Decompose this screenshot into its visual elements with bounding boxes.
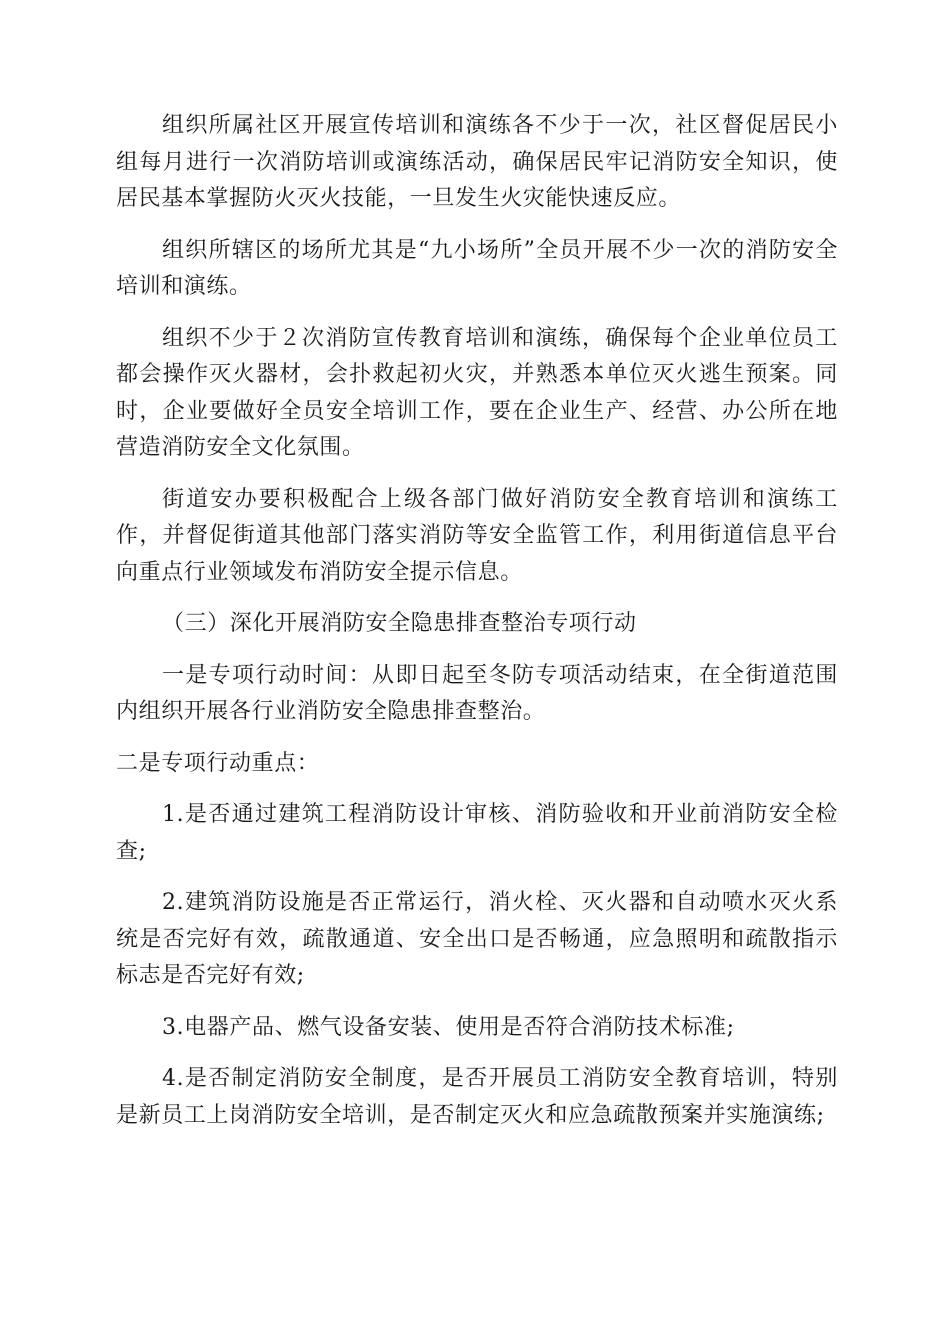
document-body: [116, 108, 838, 1149]
paragraph-action-focus-heading: 二是专项行动重点：: [116, 750, 320, 776]
list-item-1: 1.是否通过建筑工程消防设计审核、消防验收和开业前消防安全检查;: [116, 802, 838, 864]
paragraph-street-safety-office: 街道安办要积极配合上级各部门做好消防安全教育培训和演练工作，并督促街道其他部门落实消防等安全监管工作，利用街道信息平台向重点行业领域发布消防安全提示信息。: [116, 486, 838, 585]
paragraph-enterprise-training: 组织不少于２次消防宣传教育培训和演练，确保每个企业单位员工都会操作灭火器材，会扑救起初火灾，并熟悉本单位灭火逃生预案。同时，企业要做好全员安全培训工作，要在企业生产、经营、办公所在地营造消防安全文化氛围。: [116, 325, 838, 460]
paragraph-nine-small-venues: 组织所辖区的场所尤其是“九小场所”全员开展不少一次的消防安全培训和演练。: [116, 237, 838, 299]
list-item-2: 2.建筑消防设施是否正常运行，消火栓、灭火器和自动喷水灭火系统是否完好有效，疏散通道、安全出口是否畅通，应急照明和疏散指示标志是否完好有效;: [116, 890, 838, 988]
paragraph-action-period: 一是专项行动时间：从即日起至冬防专项活动结束，在全街道范围内组织开展各行业消防安全隐患排查整治。: [116, 662, 838, 724]
list-item-4: 4.是否制定消防安全制度，是否开展员工消防安全教育培训，特别是新员工上岗消防安全培训，是否制定灭火和应急疏散预案并实施演练;: [116, 1066, 838, 1128]
list-item-3: 3.电器产品、燃气设备安装、使用是否符合消防技术标准;: [162, 1014, 735, 1040]
section-heading-hazard-inspection: （三）深化开展消防安全隐患排查整治专项行动: [162, 611, 637, 636]
paragraph-community-training: 组织所属社区开展宣传培训和演练各不少于一次，社区督促居民小组每月进行一次消防培训或演练活动，确保居民牢记消防安全知识，使居民基本掌握防火灭火技能，一旦发生火灾能快速反应。: [116, 113, 838, 211]
